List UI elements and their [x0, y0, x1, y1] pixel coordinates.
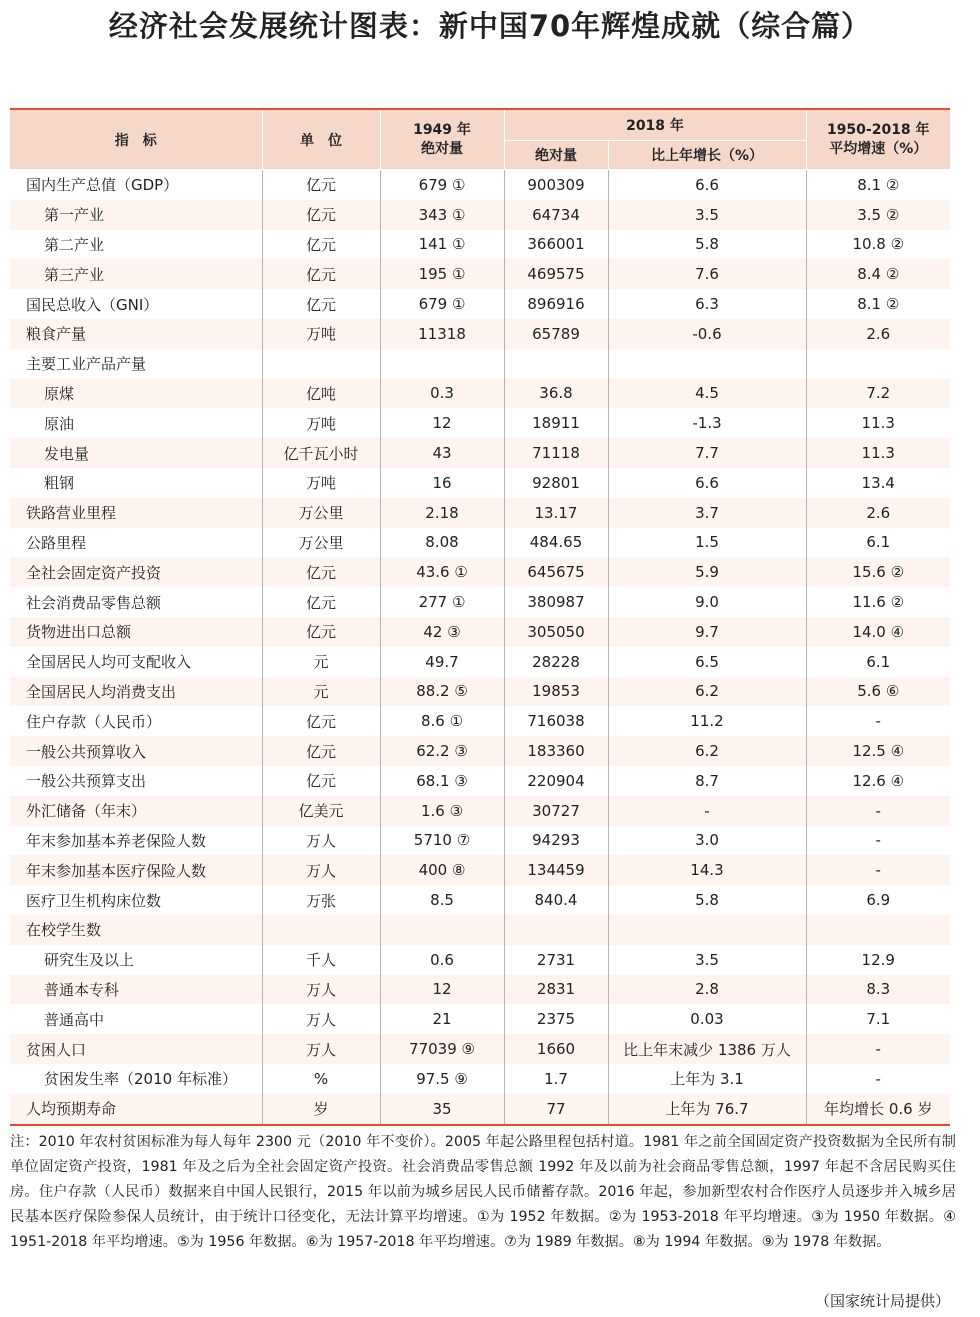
statistics-table	[10, 108, 950, 1126]
row-unit	[262, 915, 380, 945]
row-indicator-label: 贫困发生率（2010 年标准）	[44, 1070, 237, 1089]
row-avg-growth: 11.3	[806, 438, 950, 468]
row-growth-2018: 上年为 76.7	[608, 1094, 806, 1125]
row-indicator-label: 全国居民人均可支配收入	[26, 653, 192, 672]
row-avg-growth: -	[806, 1064, 950, 1094]
row-unit: 岁	[262, 1094, 380, 1125]
row-indicator	[10, 170, 262, 200]
row-indicator	[10, 200, 262, 230]
table-row	[10, 289, 950, 319]
row-indicator-label: 年末参加基本养老保险人数	[26, 831, 207, 850]
table-row	[10, 647, 950, 677]
row-indicator-label: 普通本专科	[44, 980, 120, 999]
row-unit: %	[262, 1064, 380, 1094]
row-indicator-label: 铁路营业里程	[26, 504, 117, 523]
row-growth-2018: 5.8	[608, 230, 806, 260]
header-indicator: 指 标	[10, 109, 262, 170]
row-value-1949: 5710 ⑦	[380, 826, 504, 856]
row-value-2018: 2731	[504, 945, 608, 975]
row-growth-2018: 6.2	[608, 736, 806, 766]
row-value-2018: 1660	[504, 1034, 608, 1064]
header-1949-year: 1949 年	[413, 121, 471, 138]
row-unit: 万人	[262, 855, 380, 885]
row-value-1949: 97.5 ⑨	[380, 1064, 504, 1094]
row-indicator	[10, 1034, 262, 1064]
row-avg-growth: 15.6 ②	[806, 557, 950, 587]
row-unit: 亿元	[262, 230, 380, 260]
row-value-2018: 28228	[504, 647, 608, 677]
row-value-1949: 679 ①	[380, 289, 504, 319]
table-row	[10, 557, 950, 587]
table-row	[10, 230, 950, 260]
table-row	[10, 1064, 950, 1094]
row-value-1949: 77039 ⑨	[380, 1034, 504, 1064]
table-row	[10, 1094, 950, 1125]
row-indicator	[10, 617, 262, 647]
table-row	[10, 528, 950, 558]
row-unit: 万人	[262, 975, 380, 1005]
row-value-1949: 49.7	[380, 647, 504, 677]
table-row	[10, 408, 950, 438]
table-row	[10, 438, 950, 468]
row-growth-2018: 6.2	[608, 677, 806, 707]
row-indicator	[10, 855, 262, 885]
row-avg-growth: 6.1	[806, 647, 950, 677]
row-unit: 亿元	[262, 766, 380, 796]
table-row	[10, 468, 950, 498]
row-value-1949: 141 ①	[380, 230, 504, 260]
row-avg-growth	[806, 349, 950, 379]
row-indicator	[10, 438, 262, 468]
row-indicator	[10, 647, 262, 677]
row-indicator	[10, 289, 262, 319]
row-value-1949: 8.08	[380, 528, 504, 558]
row-value-1949: 8.6 ①	[380, 706, 504, 736]
row-unit: 万张	[262, 885, 380, 915]
row-value-2018: 18911	[504, 408, 608, 438]
table-row	[10, 259, 950, 289]
row-indicator-label: 粮食产量	[26, 325, 87, 344]
row-indicator-label: 公路里程	[26, 533, 87, 552]
row-avg-growth: 14.0 ④	[806, 617, 950, 647]
row-growth-2018: 6.6	[608, 468, 806, 498]
row-value-1949: 0.3	[380, 379, 504, 409]
row-indicator-label: 人均预期寿命	[26, 1100, 117, 1119]
table-row	[10, 706, 950, 736]
row-growth-2018: -	[608, 796, 806, 826]
row-avg-growth: 7.1	[806, 1004, 950, 1034]
row-indicator-label: 国民总收入（GNI）	[26, 295, 159, 314]
table-row	[10, 975, 950, 1005]
row-growth-2018: 9.0	[608, 587, 806, 617]
row-value-1949: 12	[380, 975, 504, 1005]
row-indicator-label: 主要工业产品产量	[26, 355, 147, 374]
row-indicator	[10, 826, 262, 856]
row-value-2018: 380987	[504, 587, 608, 617]
row-value-2018: 92801	[504, 468, 608, 498]
row-avg-growth: 8.4 ②	[806, 259, 950, 289]
row-value-1949	[380, 915, 504, 945]
row-value-2018	[504, 349, 608, 379]
row-value-2018: 220904	[504, 766, 608, 796]
row-indicator	[10, 230, 262, 260]
row-value-2018: 19853	[504, 677, 608, 707]
row-indicator-label: 全社会固定资产投资	[26, 563, 162, 582]
table-row	[10, 677, 950, 707]
row-value-2018: 71118	[504, 438, 608, 468]
row-avg-growth: 6.9	[806, 885, 950, 915]
row-value-1949: 195 ①	[380, 259, 504, 289]
row-growth-2018: 7.7	[608, 438, 806, 468]
row-indicator	[10, 319, 262, 349]
header-avg-sub: 平均增速（%）	[829, 140, 928, 157]
row-indicator	[10, 766, 262, 796]
row-growth-2018: 3.0	[608, 826, 806, 856]
row-growth-2018: 9.7	[608, 617, 806, 647]
table-row	[10, 826, 950, 856]
row-indicator	[10, 677, 262, 707]
table-row	[10, 617, 950, 647]
row-indicator	[10, 259, 262, 289]
row-indicator	[10, 587, 262, 617]
row-value-2018: 645675	[504, 557, 608, 587]
row-value-2018: 1.7	[504, 1064, 608, 1094]
row-growth-2018: 14.3	[608, 855, 806, 885]
row-unit: 亿元	[262, 170, 380, 200]
row-value-1949: 1.6 ③	[380, 796, 504, 826]
row-value-2018: 305050	[504, 617, 608, 647]
row-unit: 千人	[262, 945, 380, 975]
row-value-2018: 30727	[504, 796, 608, 826]
row-indicator	[10, 557, 262, 587]
table-row	[10, 379, 950, 409]
row-growth-2018: 8.7	[608, 766, 806, 796]
row-indicator-label: 原煤	[44, 384, 75, 403]
row-unit: 万人	[262, 1004, 380, 1034]
row-growth-2018: 5.9	[608, 557, 806, 587]
row-growth-2018: 6.6	[608, 170, 806, 200]
row-indicator-label: 普通高中	[44, 1010, 105, 1029]
row-unit: 万吨	[262, 468, 380, 498]
row-avg-growth: 11.6 ②	[806, 587, 950, 617]
row-indicator	[10, 1094, 262, 1125]
row-unit: 亿元	[262, 557, 380, 587]
row-value-1949: 12	[380, 408, 504, 438]
row-value-1949: 35	[380, 1094, 504, 1125]
row-value-2018: 13.17	[504, 498, 608, 528]
row-value-1949	[380, 349, 504, 379]
table-row	[10, 915, 950, 945]
row-value-2018: 840.4	[504, 885, 608, 915]
row-value-1949: 343 ①	[380, 200, 504, 230]
row-avg-growth: 10.8 ②	[806, 230, 950, 260]
row-unit: 亿元	[262, 706, 380, 736]
table-header	[10, 109, 950, 170]
row-avg-growth: 12.6 ④	[806, 766, 950, 796]
row-value-1949: 43.6 ①	[380, 557, 504, 587]
row-indicator-label: 粗钢	[44, 474, 75, 493]
table-row	[10, 349, 950, 379]
row-growth-2018: 5.8	[608, 885, 806, 915]
row-indicator-label: 一般公共预算收入	[26, 742, 147, 761]
row-value-1949: 43	[380, 438, 504, 468]
row-indicator	[10, 975, 262, 1005]
row-indicator-label: 全国居民人均消费支出	[26, 682, 177, 701]
row-indicator	[10, 349, 262, 379]
row-value-1949: 62.2 ③	[380, 736, 504, 766]
row-avg-growth: 8.1 ②	[806, 289, 950, 319]
page-title: 经济社会发展统计图表：新中国70年辉煌成就（综合篇）	[108, 9, 872, 43]
row-value-2018: 366001	[504, 230, 608, 260]
row-avg-growth: -	[806, 796, 950, 826]
row-indicator-label: 研究生及以上	[44, 951, 135, 970]
row-indicator-label: 发电量	[44, 444, 90, 463]
row-value-2018: 65789	[504, 319, 608, 349]
row-growth-2018: 1.5	[608, 528, 806, 558]
table-row	[10, 945, 950, 975]
table-row	[10, 587, 950, 617]
row-growth-2018: 3.5	[608, 945, 806, 975]
row-indicator	[10, 408, 262, 438]
row-indicator-label: 外汇储备（年末）	[26, 802, 147, 821]
header-unit: 单 位	[262, 109, 380, 170]
row-avg-growth: 5.6 ⑥	[806, 677, 950, 707]
row-growth-2018: -0.6	[608, 319, 806, 349]
row-value-1949: 68.1 ③	[380, 766, 504, 796]
row-value-1949: 8.5	[380, 885, 504, 915]
statistics-table-container	[10, 108, 950, 1126]
row-growth-2018: 比上年末减少 1386 万人	[608, 1034, 806, 1064]
table-row	[10, 498, 950, 528]
row-value-1949: 42 ③	[380, 617, 504, 647]
row-growth-2018: 0.03	[608, 1004, 806, 1034]
row-value-1949: 277 ①	[380, 587, 504, 617]
row-unit	[262, 349, 380, 379]
row-indicator	[10, 1064, 262, 1094]
row-unit: 万公里	[262, 498, 380, 528]
row-growth-2018: 3.5	[608, 200, 806, 230]
row-indicator	[10, 468, 262, 498]
row-indicator	[10, 885, 262, 915]
row-indicator	[10, 915, 262, 945]
row-avg-growth: 13.4	[806, 468, 950, 498]
row-value-2018: 2375	[504, 1004, 608, 1034]
table-row	[10, 319, 950, 349]
row-growth-2018: 6.3	[608, 289, 806, 319]
table-row	[10, 1004, 950, 1034]
row-unit: 元	[262, 677, 380, 707]
row-unit: 亿元	[262, 587, 380, 617]
row-value-1949: 88.2 ⑤	[380, 677, 504, 707]
row-indicator-label: 货物进出口总额	[26, 623, 132, 642]
row-indicator-label: 一般公共预算支出	[26, 772, 147, 791]
row-value-1949: 16	[380, 468, 504, 498]
row-value-2018	[504, 915, 608, 945]
row-indicator-label: 在校学生数	[26, 921, 102, 940]
row-indicator	[10, 1004, 262, 1034]
row-indicator	[10, 945, 262, 975]
row-value-2018: 484.65	[504, 528, 608, 558]
row-avg-growth: 11.3	[806, 408, 950, 438]
row-avg-growth: 8.3	[806, 975, 950, 1005]
row-indicator	[10, 736, 262, 766]
table-row	[10, 855, 950, 885]
row-growth-2018: 2.8	[608, 975, 806, 1005]
footnote: 注：2010 年农村贫困标准为每人每年 2300 元（2010 年不变价）。2005 年起公路里程包括村道。1981 年之前全国固定资产投资数据为全民所有制单位固定资产投资，1981 年及之后为全社会固定资产投资。社会消费品零售总额 1992 年及以前为社会商品零售总额，1997 年起不含居民购买住房。住户存款（人民币）数据来自中国人民银行，2015 年以前为城乡居民人民币储蓄存款。2016 年起，参加新型农村合作医疗人员逐步并入城乡居民基本医疗保险参保人员统计，由于统计口径变化，无法计算平均增速。①为 1952 年数据。②为 1953-2018 年平均增速。③为 1950 年数据。④ 1951-2018 年平均增速。⑤为 1956 年数据。⑥为 1957-2018 年平均增速。⑦为 1989 年数据。⑧为 1994 年数据。⑨为 1978 年数据。	[10, 1134, 956, 1250]
row-avg-growth: 12.9	[806, 945, 950, 975]
row-unit: 亿元	[262, 289, 380, 319]
row-indicator-label: 国内生产总值（GDP）	[26, 176, 179, 195]
row-avg-growth	[806, 915, 950, 945]
row-value-2018: 94293	[504, 826, 608, 856]
row-indicator-label: 社会消费品零售总额	[26, 593, 162, 612]
row-value-2018: 469575	[504, 259, 608, 289]
row-avg-growth: 12.5 ④	[806, 736, 950, 766]
header-2018-growth: 比上年增长（%）	[608, 141, 806, 170]
row-indicator-label: 年末参加基本医疗保险人数	[26, 861, 207, 880]
table-row	[10, 1034, 950, 1064]
row-indicator-label: 第二产业	[44, 235, 105, 254]
row-indicator-label: 医疗卫生机构床位数	[26, 891, 162, 910]
row-avg-growth: 6.1	[806, 528, 950, 558]
header-1949	[380, 109, 504, 170]
header-avg	[806, 109, 950, 170]
table-row	[10, 736, 950, 766]
row-unit: 亿吨	[262, 379, 380, 409]
row-indicator	[10, 528, 262, 558]
row-indicator	[10, 379, 262, 409]
row-unit: 万人	[262, 826, 380, 856]
row-avg-growth: 8.1 ②	[806, 170, 950, 200]
row-indicator	[10, 796, 262, 826]
row-value-2018: 716038	[504, 706, 608, 736]
row-value-1949: 679 ①	[380, 170, 504, 200]
table-row	[10, 885, 950, 915]
table-row	[10, 796, 950, 826]
row-value-2018: 183360	[504, 736, 608, 766]
header-avg-years: 1950-2018 年	[826, 121, 930, 138]
row-unit: 元	[262, 647, 380, 677]
row-indicator	[10, 498, 262, 528]
row-value-1949: 400 ⑧	[380, 855, 504, 885]
row-unit: 万吨	[262, 319, 380, 349]
row-indicator-label: 第三产业	[44, 265, 105, 284]
row-growth-2018: -1.3	[608, 408, 806, 438]
row-growth-2018: 6.5	[608, 647, 806, 677]
row-value-2018: 36.8	[504, 379, 608, 409]
row-unit: 万公里	[262, 528, 380, 558]
header-2018: 2018 年	[504, 109, 806, 141]
row-avg-growth: 3.5 ②	[806, 200, 950, 230]
source-credit: （国家统计局提供）	[814, 1292, 950, 1310]
row-value-2018: 134459	[504, 855, 608, 885]
row-indicator	[10, 706, 262, 736]
row-value-2018: 2831	[504, 975, 608, 1005]
table-row	[10, 200, 950, 230]
row-indicator-label: 住户存款（人民币）	[26, 712, 162, 731]
row-unit: 万吨	[262, 408, 380, 438]
row-unit: 亿元	[262, 736, 380, 766]
row-unit: 亿元	[262, 617, 380, 647]
row-value-1949: 11318	[380, 319, 504, 349]
row-value-1949: 0.6	[380, 945, 504, 975]
row-indicator-label: 贫困人口	[26, 1040, 87, 1059]
row-growth-2018: 7.6	[608, 259, 806, 289]
table-body	[10, 170, 950, 1125]
row-avg-growth: 2.6	[806, 319, 950, 349]
row-avg-growth: -	[806, 1034, 950, 1064]
row-avg-growth: 年均增长 0.6 岁	[806, 1094, 950, 1125]
row-unit: 亿美元	[262, 796, 380, 826]
row-value-2018: 64734	[504, 200, 608, 230]
row-value-1949: 21	[380, 1004, 504, 1034]
table-row	[10, 170, 950, 200]
row-growth-2018: 11.2	[608, 706, 806, 736]
table-row	[10, 766, 950, 796]
row-indicator-label: 第一产业	[44, 206, 105, 225]
row-growth-2018	[608, 349, 806, 379]
row-unit: 亿元	[262, 200, 380, 230]
row-value-2018: 900309	[504, 170, 608, 200]
row-value-1949: 2.18	[380, 498, 504, 528]
row-avg-growth: -	[806, 706, 950, 736]
row-avg-growth: 2.6	[806, 498, 950, 528]
row-unit: 亿千瓦小时	[262, 438, 380, 468]
row-avg-growth: 7.2	[806, 379, 950, 409]
row-growth-2018: 4.5	[608, 379, 806, 409]
row-growth-2018: 上年为 3.1	[608, 1064, 806, 1094]
row-growth-2018: 3.7	[608, 498, 806, 528]
row-indicator-label: 原油	[44, 414, 75, 433]
row-value-2018: 77	[504, 1094, 608, 1125]
row-unit: 亿元	[262, 259, 380, 289]
row-avg-growth: -	[806, 855, 950, 885]
row-unit: 万人	[262, 1034, 380, 1064]
row-growth-2018	[608, 915, 806, 945]
header-1949-sub: 绝对量	[421, 140, 463, 157]
row-avg-growth: -	[806, 826, 950, 856]
row-value-2018: 896916	[504, 289, 608, 319]
header-2018-abs: 绝对量	[504, 141, 608, 170]
